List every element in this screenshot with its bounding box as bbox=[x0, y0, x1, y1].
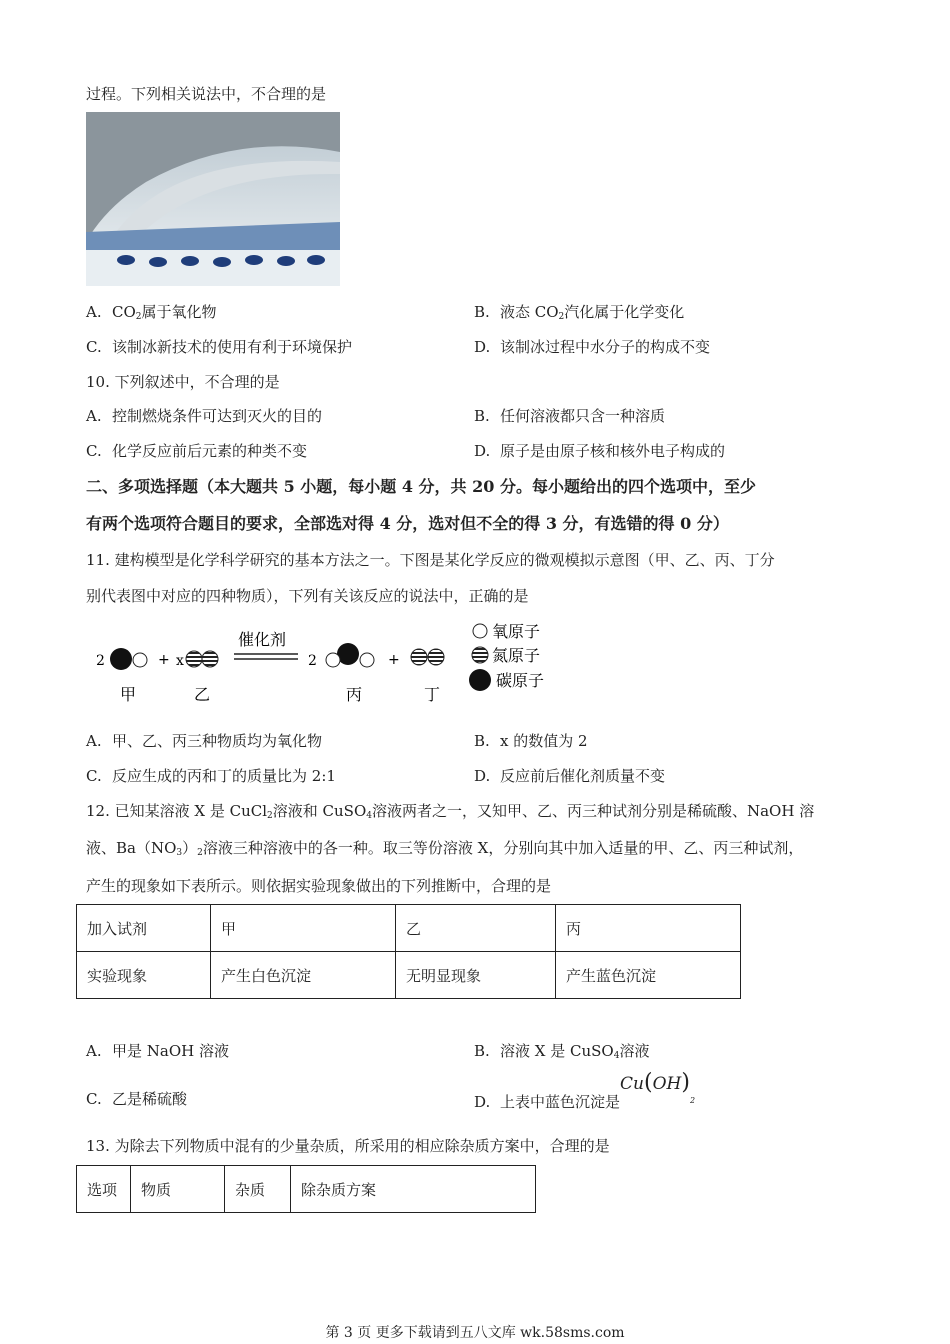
q9-option-a: A. $CO_2$属于氧化物 bbox=[86, 303, 217, 322]
table-row bbox=[77, 1166, 536, 1213]
nitrogen-atom-icon bbox=[428, 649, 444, 665]
q10-option-b: B. 任何溶液都只含一种溶质 bbox=[474, 407, 666, 425]
table-row bbox=[77, 905, 741, 952]
q13-table bbox=[76, 1165, 536, 1213]
legend-carbon-icon bbox=[469, 669, 491, 691]
q10-stem: 10. 下列叙述中，不合理的是 bbox=[86, 373, 280, 391]
table-cell: 无明显现象 bbox=[396, 952, 556, 999]
legend-nitrogen: 氮原子 bbox=[492, 646, 541, 665]
table-cell: 加入试剂 bbox=[77, 905, 211, 952]
nitrogen-atom-icon bbox=[186, 651, 202, 667]
table-cell: 产生白色沉淀 bbox=[211, 952, 396, 999]
label-ding: 丁 bbox=[424, 685, 441, 704]
nitrogen-atom-icon bbox=[411, 649, 427, 665]
q9-option-b: B. 液态 $CO_2$汽化属于化学变化 bbox=[474, 303, 685, 322]
q11-option-c: C. 反应生成的丙和丁的质量比为 2:1 bbox=[86, 767, 336, 785]
q11-option-b: B. x 的数值为 2 bbox=[474, 732, 588, 750]
q12-option-b: B. 溶液 X 是 CuSO$_4$溶液 bbox=[474, 1042, 650, 1061]
stadium-photo bbox=[86, 112, 340, 286]
coef-x: x bbox=[176, 653, 184, 669]
q13-stem: 13. 为除去下列物质中混有的少量杂质，所采用的相应除杂质方案中，合理的是 bbox=[86, 1137, 610, 1155]
section2-heading-line2: 有两个选项符合题目的要求，全部选对得 4 分，选对但不全的得 3 分，有选错的得 0 分） bbox=[86, 514, 729, 533]
catalyst-label: 催化剂 bbox=[238, 630, 287, 649]
nitrogen-atom-icon bbox=[202, 651, 218, 667]
plus-1: + bbox=[158, 652, 170, 668]
table-cell: 甲 bbox=[211, 905, 396, 952]
table-cell: 杂质 bbox=[225, 1166, 291, 1213]
q9-option-d: D. 该制冰过程中水分子的构成不变 bbox=[474, 338, 711, 356]
q12-option-d: D. 上表中蓝色沉淀是$Cu(OH)_2$ bbox=[474, 1070, 696, 1111]
q12-option-a: A. 甲是 NaOH 溶液 bbox=[86, 1042, 229, 1060]
label-yi: 乙 bbox=[194, 685, 211, 704]
oxygen-atom-icon bbox=[133, 653, 147, 667]
plus-2: + bbox=[388, 652, 400, 668]
q12-stem-line3: 产生的现象如下表所示。则依据实验现象做出的下列推断中，合理的是 bbox=[86, 877, 552, 895]
q11-stem-line2: 别代表图中对应的四种物质），下列有关该反应的说法中，正确的是 bbox=[86, 587, 529, 605]
oxygen-atom-icon bbox=[360, 653, 374, 667]
coef-1: 2 bbox=[96, 653, 105, 669]
legend-oxygen: 氧原子 bbox=[492, 622, 541, 641]
q10-option-a: A. 控制燃烧条件可达到灭火的目的 bbox=[86, 407, 323, 425]
legend-oxygen-icon bbox=[473, 624, 487, 638]
reaction-diagram bbox=[86, 620, 566, 710]
legend-nitrogen-icon bbox=[472, 647, 488, 663]
q11-option-d: D. 反应前后催化剂质量不变 bbox=[474, 767, 666, 785]
coef-2: 2 bbox=[308, 653, 317, 669]
table-cell: 产生蓝色沉淀 bbox=[556, 952, 741, 999]
carbon-atom-icon bbox=[110, 648, 132, 670]
q11-stem-line1: 11. 建构模型是化学科学研究的基本方法之一。下图是某化学反应的微观模拟示意图（甲、乙、丙、丁分 bbox=[86, 551, 775, 569]
formula-cu-oh2: $Cu(OH)_2$ bbox=[620, 1070, 696, 1105]
intro-line: 过程。下列相关说法中，不合理的是 bbox=[86, 85, 327, 103]
q12-option-c: C. 乙是稀硫酸 bbox=[86, 1090, 188, 1108]
oxygen-atom-icon bbox=[326, 653, 340, 667]
table-row bbox=[77, 952, 741, 999]
q12-table bbox=[76, 904, 741, 999]
table-cell: 实验现象 bbox=[77, 952, 211, 999]
label-bing: 丙 bbox=[346, 685, 363, 704]
table-cell: 选项 bbox=[77, 1166, 131, 1213]
table-cell: 除杂质方案 bbox=[291, 1166, 536, 1213]
q12-stem-line2: 液、$Ba(NO_3)_2$溶液三种溶液中的各一种。取三等份溶液 X，分别向其中加入适量的甲、乙、丙三种试剂， bbox=[86, 839, 804, 858]
q12-stem-line1: 12. 已知某溶液 X 是 CuCl$_2$溶液和 CuSO$_4$溶液两者之一，又知甲、乙、丙三种试剂分别是稀硫酸、NaOH 溶 bbox=[86, 802, 815, 821]
section2-heading-line1: 二、多项选择题（本大题共 5 小题，每小题 4 分，共 20 分。每小题给出的四个选项中，至少 bbox=[86, 477, 756, 496]
q10-option-d: D. 原子是由原子核和核外电子构成的 bbox=[474, 442, 726, 460]
table-cell: 物质 bbox=[131, 1166, 225, 1213]
label-jia: 甲 bbox=[120, 685, 137, 704]
q10-option-c: C. 化学反应前后元素的种类不变 bbox=[86, 442, 308, 460]
table-cell: 乙 bbox=[396, 905, 556, 952]
q9-option-c: C. 该制冰新技术的使用有利于环境保护 bbox=[86, 338, 353, 356]
q11-option-a: A. 甲、乙、丙三种物质均为氧化物 bbox=[86, 732, 323, 750]
legend-carbon: 碳原子 bbox=[496, 671, 545, 690]
page-footer: 第 3 页 更多下载请到五八文库 wk.58sms.com bbox=[325, 1325, 625, 1341]
table-cell: 丙 bbox=[556, 905, 741, 952]
